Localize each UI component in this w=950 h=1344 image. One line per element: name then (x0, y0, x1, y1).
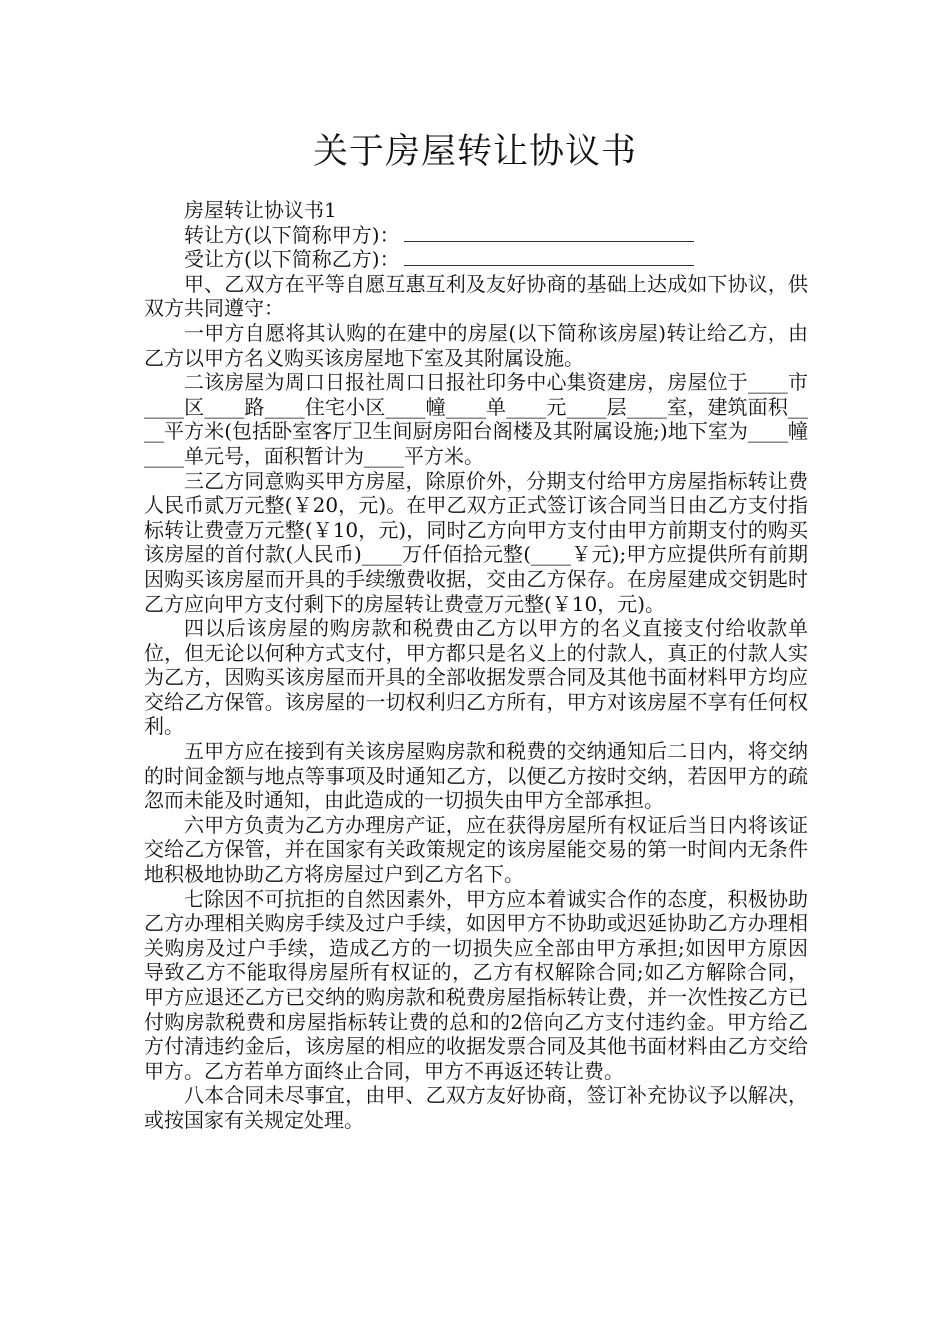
paragraph-intro: 甲、乙双方在平等自愿互惠互利及友好协商的基础上达成如下协议，供双方共同遵守： (144, 271, 808, 321)
document-body (144, 198, 808, 1133)
party-b-blank (404, 247, 694, 266)
paragraph-clause-1: 一甲方自愿将其认购的在建中的房屋(以下简称该房屋)转让给乙方，由乙方以甲方名义购买该房屋地下室及其附属设施。 (144, 320, 808, 370)
party-b-label: 受让方(以下简称乙方)： (184, 247, 400, 272)
paragraph-clause-7: 七除因不可抗拒的自然因素外，甲方应本着诚实合作的态度，积极协助乙方办理相关购房手续及过户手续，如因甲方不协助或迟延协助乙方办理相关购房及过户手续，造成乙方的一切损失应全部由甲方承担;如因甲方原因导致乙方不能取得房屋所有权证的，乙方有权解除合同;如乙方解除合同，甲方应退还乙方已交纳的购房款和税费房屋指标转让费，并一次性按乙方已付购房款税费和房屋指标转让费的总和的2倍向乙方支付违约金。甲方给乙方付清违约金后，该房屋的相应的收据发票合同及其他书面材料由乙方交给甲方。乙方若单方面终止合同，甲方不再返还转让费。 (144, 886, 808, 1083)
paragraph-clause-6: 六甲方负责为乙方办理房产证，应在获得房屋所有权证后当日内将该证交给乙方保管，并在国家有关政策规定的该房屋能交易的第一时间内无条件地积极地协助乙方将房屋过户到乙方名下。 (144, 812, 808, 887)
document-title: 关于房屋转让协议书 (312, 132, 637, 172)
paragraph-clause-2: 二该房屋为周口日报社周口日报社印务中心集资建房，房屋位于____市____区____路____住宅小区____幢____单____元____层____室，建筑面积____平方米(包括卧室客厅卫生间厨房阳台阁楼及其附属设施;)地下室为____幢____单元号，面积暂计为____平方米。 (144, 370, 808, 468)
party-b-line (144, 247, 808, 272)
party-a-line (144, 223, 808, 248)
party-a-label: 转让方(以下简称甲方)： (184, 222, 400, 247)
paragraph-clause-8: 八本合同未尽事宜，由甲、乙双方友好协商，签订补充协议予以解决，或按国家有关规定处理。 (144, 1083, 808, 1132)
paragraph-clause-3: 三乙方同意购买甲方房屋，除原价外，分期支付给甲方房屋指标转让费人民币贰万元整(￥20，元)。在甲乙双方正式签订该合同当日由乙方支付指标转让费壹万元整(￥10，元)，同时乙方向甲方支付由甲方前期支付的购买该房屋的首付款(人民币)____万仟佰拾元整(____￥元);甲方应提供所有前期因购买该房屋而开具的手续缴费收据，交由乙方保存。在房屋建成交钥匙时乙方应向甲方支付剩下的房屋转让费壹万元整(￥10，元)。 (144, 468, 808, 616)
party-a-blank (404, 223, 694, 242)
paragraph-clause-5: 五甲方应在接到有关该房屋购房款和税费的交纳通知后二日内，将交纳的时间金额与地点等事项及时通知乙方，以便乙方按时交纳，若因甲方的疏忽而未能及时通知，由此造成的一切损失由甲方全部承担。 (144, 739, 808, 813)
subtitle: 房屋转让协议书1 (184, 198, 337, 222)
paragraph-clause-4: 四以后该房屋的购房款和税费由乙方以甲方的名义直接支付给收款单位，但无论以何种方式支付，甲方都只是名义上的付款人，真正的付款人实为乙方，因购买该房屋而开具的全部收据发票合同及其他书面材料甲方均应交给乙方保管。该房屋的一切权利归乙方所有，甲方对该房屋不享有任何权利。 (144, 616, 808, 739)
